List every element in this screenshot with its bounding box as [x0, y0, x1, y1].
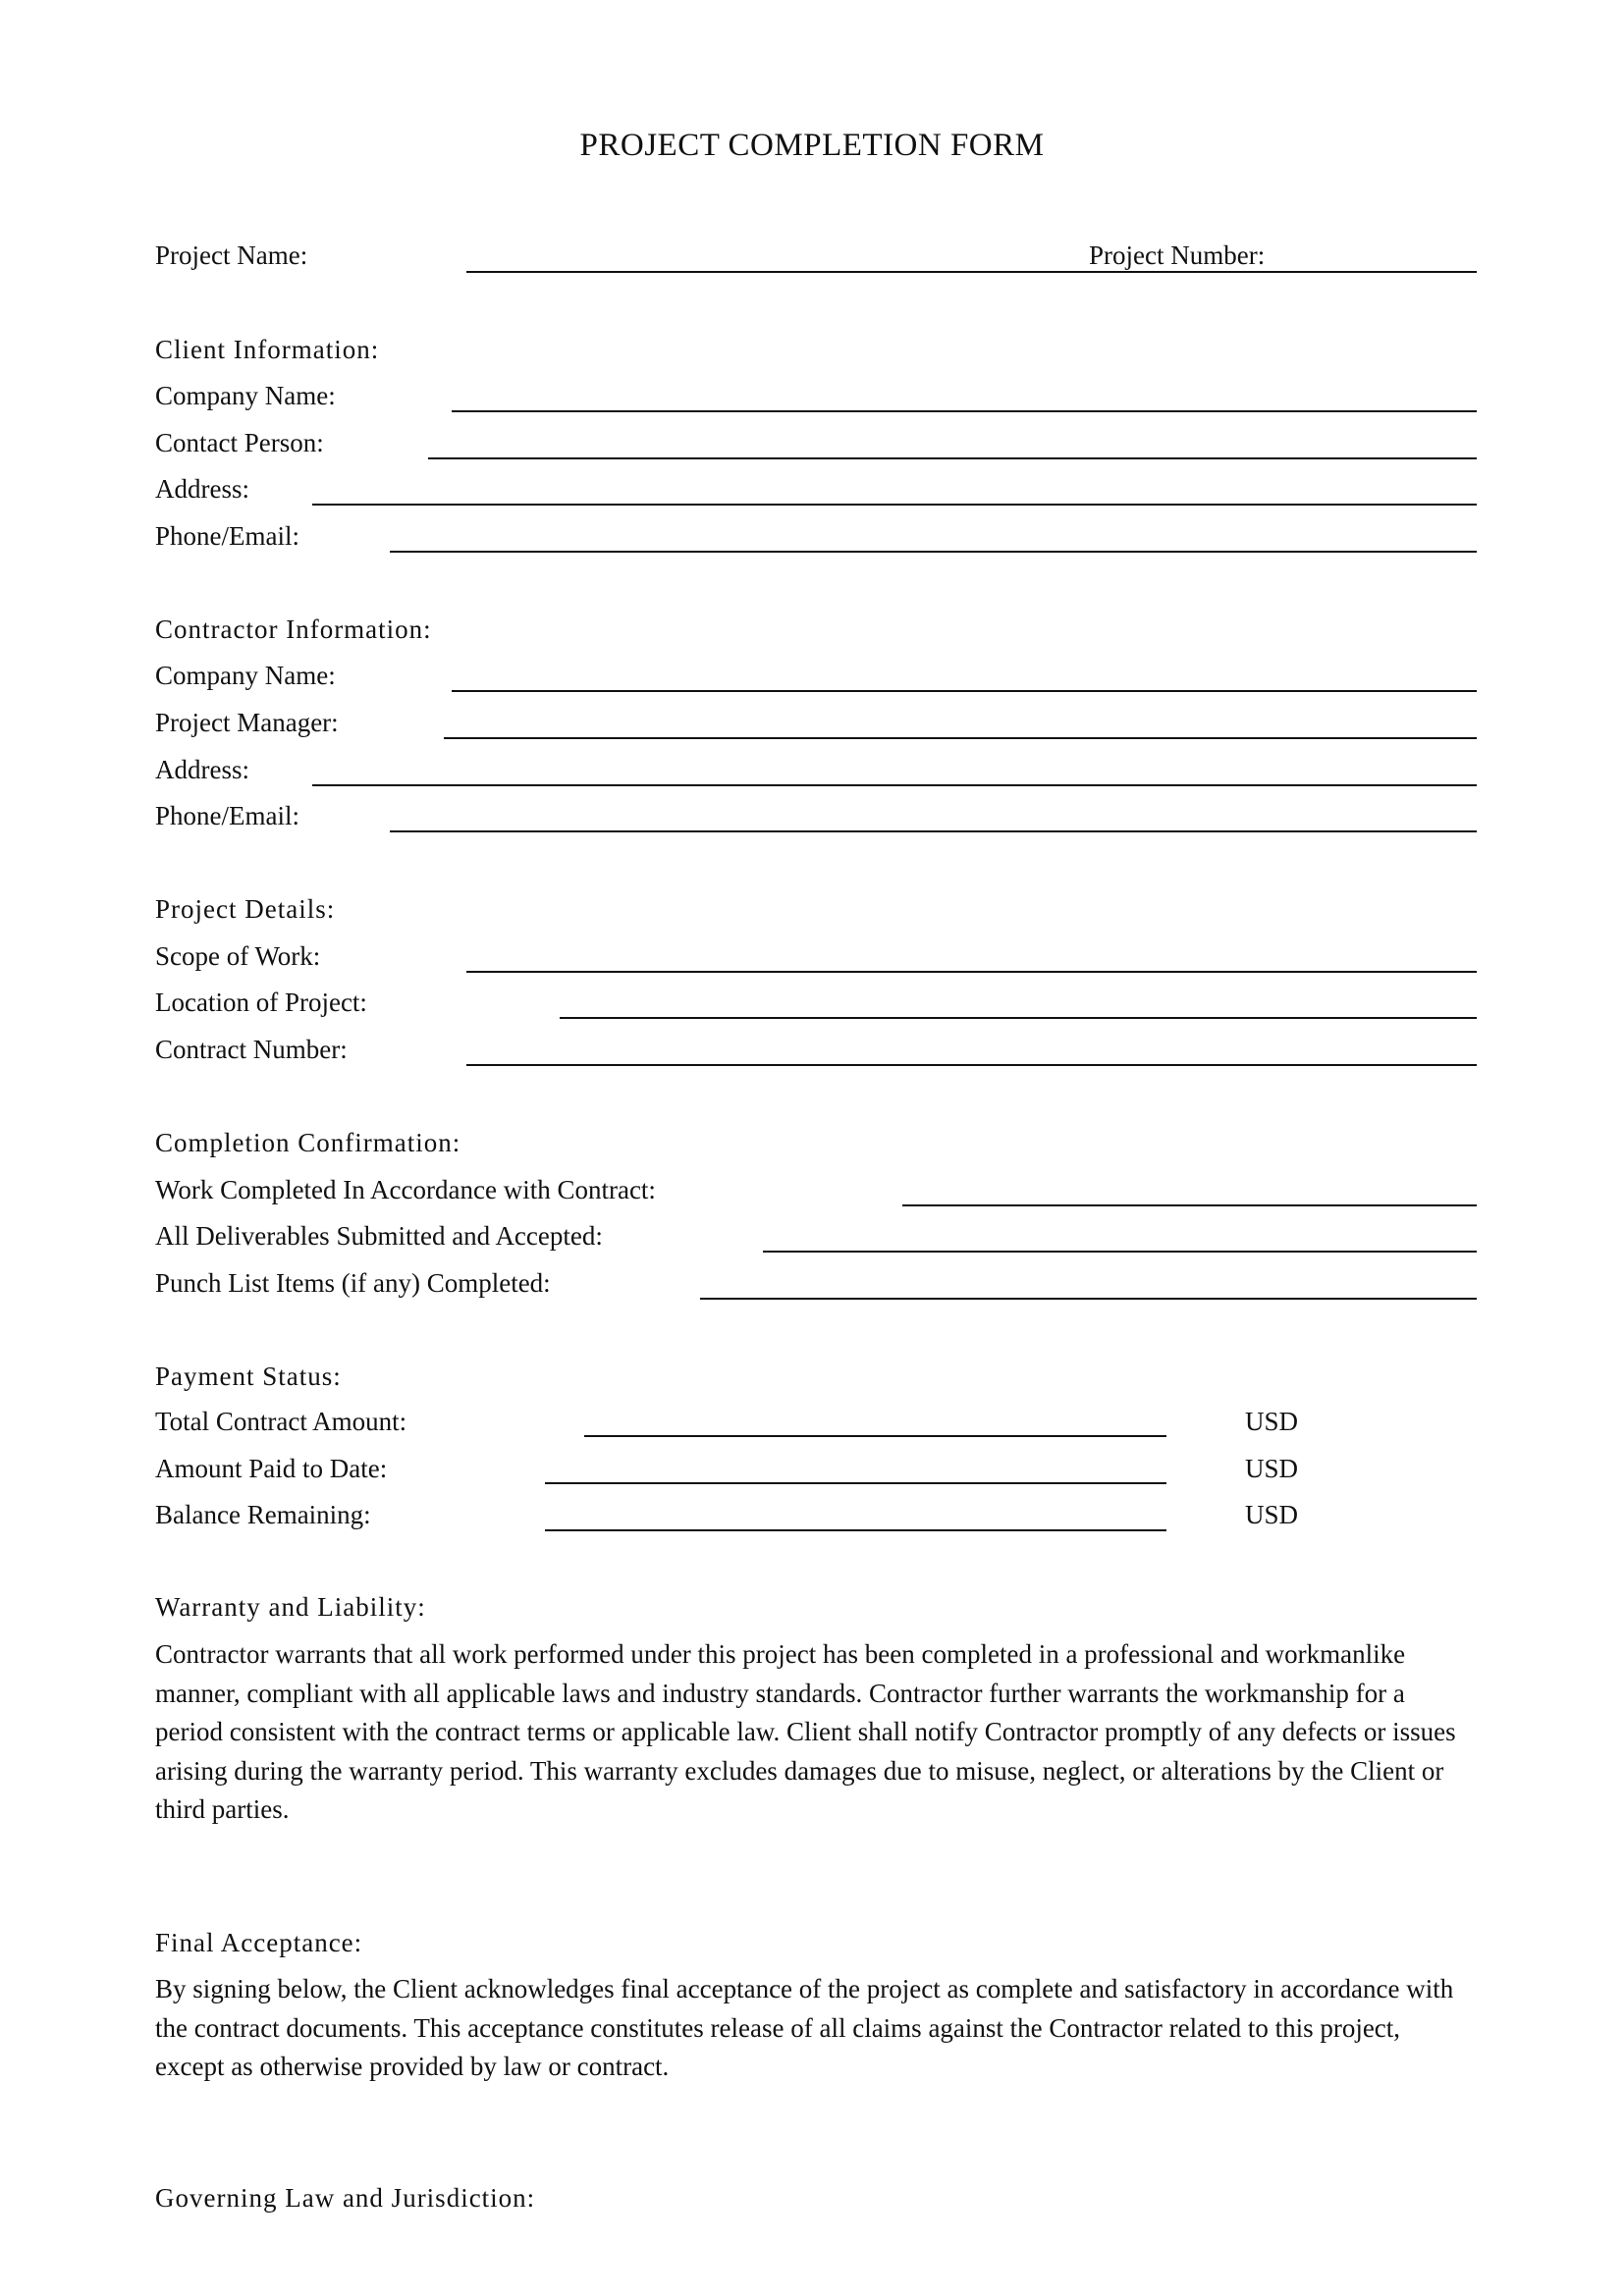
client-contact-field[interactable] [428, 457, 1477, 459]
contractor-phone-label: Phone/Email: [155, 801, 299, 830]
acceptance-heading: Final Acceptance: [155, 1928, 363, 1957]
governing-law-heading: Governing Law and Jurisdiction: [155, 2183, 536, 2213]
contractor-address-label: Address: [155, 755, 249, 784]
warranty-heading: Warranty and Liability: [155, 1592, 426, 1622]
client-company-label: Company Name: [155, 381, 336, 410]
work-completed-label: Work Completed In Accordance with Contract: [155, 1175, 656, 1204]
contractor-phone-field[interactable] [390, 830, 1477, 832]
client-company-field[interactable] [452, 410, 1477, 412]
scope-label: Scope of Work: [155, 941, 321, 971]
warranty-text: Contractor warrants that all work performed under this project has been completed in a professional and workmanlike manner, compliant with all applicable laws and industry standards. Contractor further warrants the workmanship for a period consistent with the contract terms or applicable law. Client shall notify Contractor promptly of any defects or issues arising during the warranty period. This warranty excludes damages due to misuse, neglect, or alterations by the Client or third parties. [155, 1639, 1456, 1824]
amount-paid-label: Amount Paid to Date: [155, 1454, 388, 1483]
client-address-field[interactable] [312, 504, 1477, 506]
contractor-info-heading: Contractor Information: [155, 614, 432, 644]
completion-heading: Completion Confirmation: [155, 1128, 461, 1157]
balance-currency: USD [1245, 1500, 1299, 1529]
balance-label: Balance Remaining: [155, 1500, 371, 1529]
contractor-company-field[interactable] [452, 690, 1477, 692]
client-address-label: Address: [155, 474, 249, 504]
project-details-heading: Project Details: [155, 894, 336, 924]
location-label: Location of Project: [155, 988, 367, 1017]
payment-heading: Payment Status: [155, 1362, 342, 1391]
contract-number-label: Contract Number: [155, 1035, 348, 1064]
client-contact-label: Contact Person: [155, 428, 324, 457]
total-amount-label: Total Contract Amount: [155, 1407, 407, 1436]
deliverables-field[interactable] [763, 1251, 1477, 1253]
balance-field[interactable] [545, 1529, 1166, 1531]
amount-paid-field[interactable] [545, 1482, 1166, 1484]
punch-list-label: Punch List Items (if any) Completed: [155, 1268, 551, 1298]
work-completed-field[interactable] [902, 1204, 1477, 1206]
project-name-label: Project Name: [155, 240, 308, 270]
client-phone-label: Phone/Email: [155, 521, 299, 551]
contract-number-field[interactable] [466, 1064, 1477, 1066]
project-number-label: Project Number: [1089, 240, 1266, 270]
total-currency: USD [1245, 1407, 1299, 1436]
contractor-company-label: Company Name: [155, 661, 336, 690]
contractor-address-field[interactable] [312, 784, 1477, 786]
total-amount-field[interactable] [584, 1435, 1166, 1437]
punch-list-field[interactable] [700, 1298, 1477, 1300]
project-name-field[interactable] [466, 271, 1477, 273]
client-info-heading: Client Information: [155, 335, 380, 364]
page-title: PROJECT COMPLETION FORM [579, 128, 1045, 163]
contractor-manager-field[interactable] [444, 737, 1477, 739]
location-field[interactable] [560, 1017, 1477, 1019]
deliverables-label: All Deliverables Submitted and Accepted: [155, 1221, 603, 1251]
paid-currency: USD [1245, 1454, 1299, 1483]
acceptance-text: By signing below, the Client acknowledges final acceptance of the project as complete and satisfactory in accordance with the contract documents. This acceptance constitutes release of all claims against the Contractor related to this project, except as otherwise provided by law or contract. [155, 1974, 1454, 2081]
scope-field[interactable] [466, 971, 1477, 973]
contractor-manager-label: Project Manager: [155, 708, 339, 737]
client-phone-field[interactable] [390, 551, 1477, 553]
